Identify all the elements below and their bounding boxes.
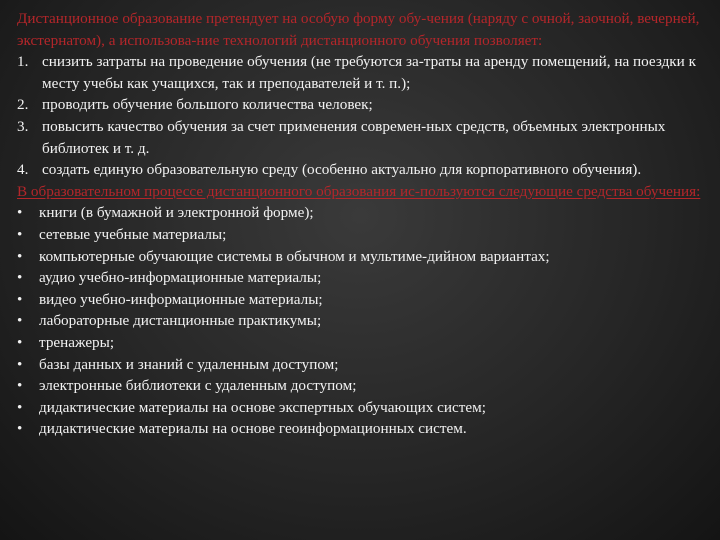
item-text: проводить обучение большого количества человек;	[42, 96, 373, 114]
bullet-item	[17, 267, 707, 289]
item-text: снизить затраты на проведение обучения (не требуются за-траты на аренду помещений, на поездки к месту учебы как учащихся, так и преподавателей и т. п.);	[42, 53, 696, 92]
bullet-item	[17, 202, 707, 224]
bullet-text: лабораторные дистанционные практикумы;	[39, 312, 322, 330]
bullet-text: компьютерные обучающие системы в обычном и мультиме-дийном вариантах;	[39, 247, 550, 265]
bullet-item	[17, 289, 707, 311]
bullet-marker: •	[17, 247, 23, 265]
numbered-item	[17, 116, 707, 159]
intro-paragraph: Дистанционное образование претендует на особую форму обу-чения (наряду с очной, заочной, вечерней, экстернатом), а использова-ние технологий дистанционного обучения позволяет:	[17, 10, 700, 49]
bullet-item	[17, 397, 707, 419]
item-number: 3.	[17, 117, 29, 135]
bullet-item	[17, 224, 707, 246]
bullet-item	[17, 246, 707, 268]
numbered-item	[17, 94, 707, 116]
bullet-marker: •	[17, 269, 23, 287]
bullet-text: видео учебно-информационные материалы;	[39, 290, 323, 308]
item-text: повысить качество обучения за счет применения современ-ных средств, объемных электронных библиотек и т. д.	[42, 117, 666, 157]
bullet-item	[17, 310, 707, 332]
bullet-text: электронные библиотеки с удаленным доступом;	[39, 377, 357, 395]
bullet-text: аудио учебно-информационные материалы;	[39, 269, 322, 287]
bullet-text: сетевые учебные материалы;	[39, 225, 227, 243]
numbered-list	[17, 51, 707, 181]
bullet-marker: •	[17, 377, 23, 395]
bullet-text: тренажеры;	[39, 333, 115, 351]
bullet-marker: •	[17, 225, 23, 243]
bullet-item	[17, 375, 707, 397]
bullet-text: дидактические материалы на основе экспертных обучающих систем;	[39, 398, 486, 416]
bullet-marker: •	[17, 312, 23, 330]
bullet-list	[17, 202, 707, 440]
item-text: создать единую образовательную среду (особенно актуально для корпоративного обучения).	[42, 161, 642, 179]
bullet-marker: •	[17, 204, 23, 222]
item-number: 2.	[17, 96, 29, 114]
numbered-item	[17, 51, 707, 94]
slide-content	[17, 8, 707, 440]
bullet-marker: •	[17, 355, 23, 373]
bullet-item	[17, 332, 707, 354]
bullet-marker: •	[17, 290, 23, 308]
bullet-marker: •	[17, 333, 23, 351]
bullet-marker: •	[17, 398, 23, 416]
bullet-item	[17, 354, 707, 376]
numbered-item	[17, 159, 707, 181]
bullet-item	[17, 418, 707, 440]
bullet-text: дидактические материалы на основе геоинформационных систем.	[39, 420, 467, 438]
bullet-marker: •	[17, 420, 23, 438]
bullet-text: базы данных и знаний с удаленным доступом;	[39, 355, 339, 373]
item-number: 4.	[17, 161, 29, 179]
bullet-text: книги (в бумажной и электронной форме);	[39, 204, 314, 222]
item-number: 1.	[17, 53, 29, 71]
section-heading: В образовательном процессе дистанционного образования ис-пользуются следующие средства обучения:	[17, 182, 701, 200]
